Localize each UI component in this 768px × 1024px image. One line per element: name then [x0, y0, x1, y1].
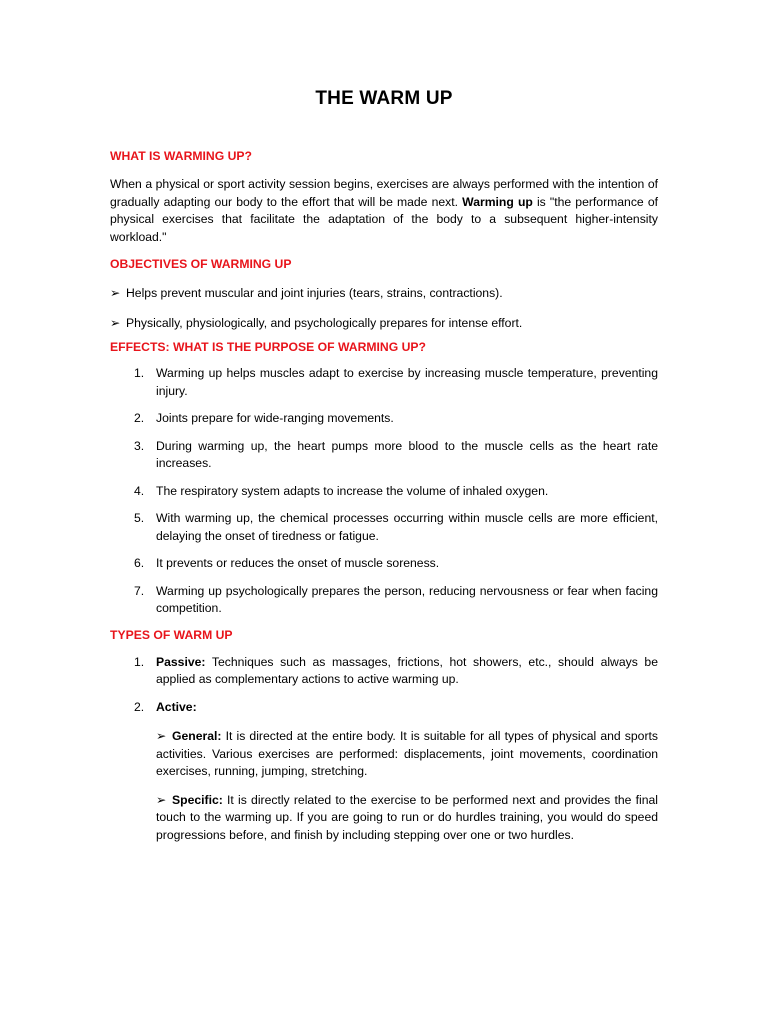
list-number: 5.: [134, 511, 145, 525]
passive-label: Passive:: [156, 654, 206, 669]
definition-text-pre: When a physical or sport activity session begins, exercises are always performed with the intention of gradually adapting our body to the effort that will be made next.: [110, 177, 658, 209]
list-number: 1.: [134, 366, 145, 380]
active-label: Active:: [156, 699, 197, 714]
heading-types: TYPES OF WARM UP: [110, 627, 233, 642]
list-item: [110, 365, 658, 400]
list-number: 2.: [134, 699, 145, 714]
arrow-bullet-icon: ➢: [110, 286, 121, 300]
list-item: [110, 583, 658, 618]
list-text: It prevents or reduces the onset of muscle soreness.: [156, 556, 440, 570]
page-title: THE WARM UP: [315, 88, 453, 109]
definition-bold: Warming up: [462, 194, 533, 209]
list-number: 4.: [134, 483, 145, 498]
list-item: [110, 510, 658, 545]
list-number: 6.: [134, 556, 145, 570]
list-text: Warming up psychologically prepares the person, reducing nervousness or fear when facing competition.: [156, 583, 658, 615]
heading-what-is-warming-up: WHAT IS WARMING UP?: [110, 149, 252, 163]
arrow-bullet-icon: ➢: [156, 729, 167, 743]
list-item: [110, 438, 658, 473]
list-item: [110, 555, 658, 573]
list-text: With warming up, the chemical processes occurring within muscle cells are more efficient, delaying the onset of tiredness or fatigue.: [156, 511, 658, 543]
specific-text: It is directly related to the exercise to be performed next and provides the final touch to the warming up. If you are going to run or do hurdles training, you would do speed progressions before, and finish by including stepping over one or two hurdles.: [156, 792, 658, 842]
paragraph-definition: [110, 176, 658, 246]
objective-text: Helps prevent muscular and joint injuries (tears, strains, contractions).: [126, 286, 503, 300]
general-label: General:: [172, 729, 222, 743]
list-item: [110, 410, 658, 428]
general-text: It is directed at the entire body. It is suitable for all types of physical and sports activities. Various exercises are performed: displacements, joint movements, coordination exercises, running, jumping, stretching.: [156, 729, 658, 778]
effects-list: [110, 365, 658, 618]
specific-warmup-item: [156, 792, 658, 845]
definition-text-post: is "the performance of physical exercises that facilitate the adaptation of the body to a subsequent higher-intensity workload.": [110, 194, 658, 244]
list-text: During warming up, the heart pumps more blood to the muscle cells as the heart rate increases.: [156, 438, 658, 470]
objective-item: [110, 315, 658, 333]
list-number: 7.: [134, 583, 145, 598]
heading-objectives: OBJECTIVES OF WARMING UP: [110, 257, 292, 271]
arrow-bullet-icon: ➢: [110, 315, 121, 330]
list-text: The respiratory system adapts to increase the volume of inhaled oxygen.: [156, 483, 549, 498]
list-item: [110, 483, 658, 501]
types-list: [110, 654, 658, 717]
arrow-bullet-icon: ➢: [156, 792, 167, 807]
passive-text: Techniques such as massages, frictions, hot showers, etc., should always be applied as complementary actions to active warming up.: [156, 654, 658, 686]
specific-label: Specific:: [172, 792, 223, 807]
list-text: Warming up helps muscles adapt to exercise by increasing muscle temperature, preventing injury.: [156, 366, 658, 398]
list-item-active: [110, 699, 658, 717]
list-item-passive: [110, 654, 658, 689]
heading-effects: EFFECTS: WHAT IS THE PURPOSE OF WARMING UP?: [110, 340, 426, 354]
general-warmup-item: [156, 728, 658, 781]
objective-item: [110, 285, 658, 303]
objective-text: Physically, physiologically, and psychologically prepares for intense effort.: [126, 315, 523, 330]
list-number: 1.: [134, 654, 145, 669]
list-text: Joints prepare for wide-ranging movements.: [156, 411, 394, 425]
list-number: 3.: [134, 438, 145, 453]
document-page: [110, 88, 658, 844]
list-number: 2.: [134, 411, 145, 425]
